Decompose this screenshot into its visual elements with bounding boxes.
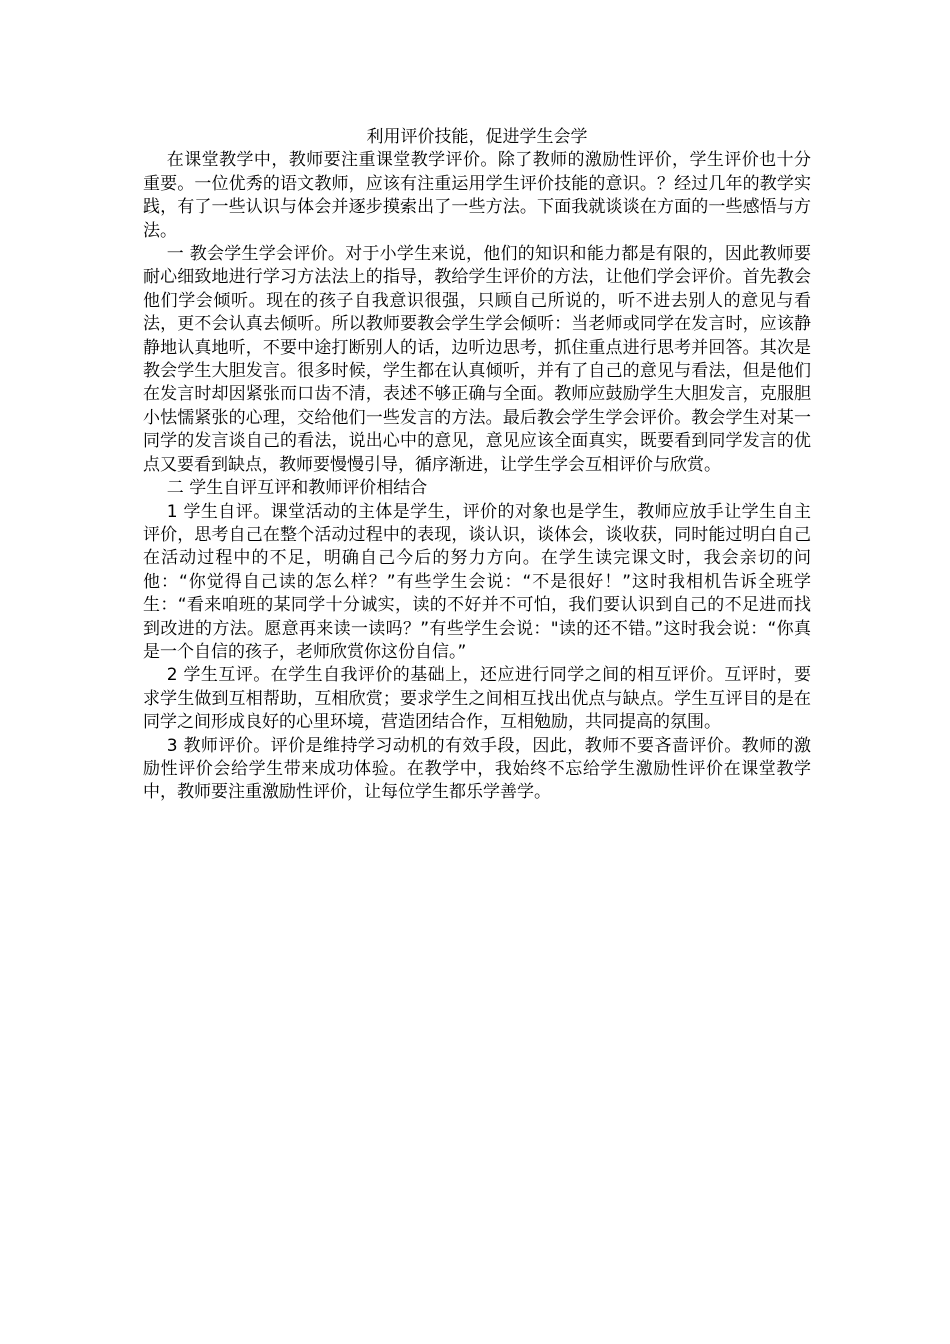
peer-evaluation-paragraph: 2 学生互评。在学生自我评价的基础上，还应进行同学之间的相互评价。互评时，要求学生做到互相帮助，互相欣赏；要求学生之间相互找出优点与缺点。学生互评目的是在同学之间形成良好的心里环境，营造团结合作，互相勉励，共同提高的氛围。 bbox=[143, 665, 811, 733]
intro-paragraph: 在课堂教学中，教师要注重课堂教学评价。除了教师的激励性评价，学生评价也十分重要。一位优秀的语文教师，应该有注重运用学生评价技能的意识。？经过几年的教学实践，有了一些认识与体会并逐步摸索出了一些方法。下面我就谈谈在方面的一些感悟与方法。 bbox=[143, 150, 811, 241]
document-body bbox=[143, 126, 811, 805]
document-title: 利用评价技能，促进学生会学 bbox=[366, 127, 588, 147]
section-two-heading: 二 学生自评互评和教师评价相结合 bbox=[166, 478, 428, 499]
self-evaluation-paragraph: 1 学生自评。课堂活动的主体是学生，评价的对象也是学生，教师应放手让学生自主评价，思考自己在整个活动过程中的表现，谈认识，谈体会，谈收获，同时能过明白自己在活动过程中的不足，明确自己今后的努力方向。在学生读完课文时，我会亲切的问他：“你觉得自己读的怎么样？”有些学生会说：“不是很好！”这时我相机告诉全班学生：“看来咱班的某同学十分诚实，读的不好并不可怕，我们要认识到自己的不足进而找到改进的方法。愿意再来读一读吗？”有些学生会说："读的还不错。”这时我会说：“你真是一个自信的孩子，老师欣赏你这份自信。” bbox=[143, 501, 811, 662]
section-one-paragraph: 一 教会学生学会评价。对于小学生来说，他们的知识和能力都是有限的，因此教师要耐心细致地进行学习方法法上的指导，教给学生评价的方法，让他们学会评价。首先教会他们学会倾听。现在的孩子自我意识很强，只顾自己所说的，听不进去别人的意见与看法，更不会认真去倾听。所以教师要教会学生学会倾听：当老师或同学在发言时，应该静静地认真地听，不要中途打断别人的话，边听边思考，抓住重点进行思考并回答。其次是教会学生大胆发言。很多时候，学生都在认真倾听，并有了自己的意见与看法，但是他们在发言时却因紧张而口齿不清，表述不够正确与全面。教师应鼓励学生大胆发言，克服胆小怯懦紧张的心理，交给他们一些发言的方法。最后教会学生学会评价。教会学生对某一同学的发言谈自己的看法，说出心中的意见，意见应该全面真实，既要看到同学发言的优点又要看到缺点，教师要慢慢引导，循序渐进，让学生学会互相评价与欣赏。 bbox=[143, 244, 811, 475]
teacher-evaluation-paragraph: 3 教师评价。评价是维持学习动机的有效手段，因此，教师不要吝啬评价。教师的激励性评价会给学生带来成功体验。在教学中，我始终不忘给学生激励性评价在课堂教学中，教师要注重激励性评价，让每位学生都乐学善学。 bbox=[143, 735, 811, 803]
